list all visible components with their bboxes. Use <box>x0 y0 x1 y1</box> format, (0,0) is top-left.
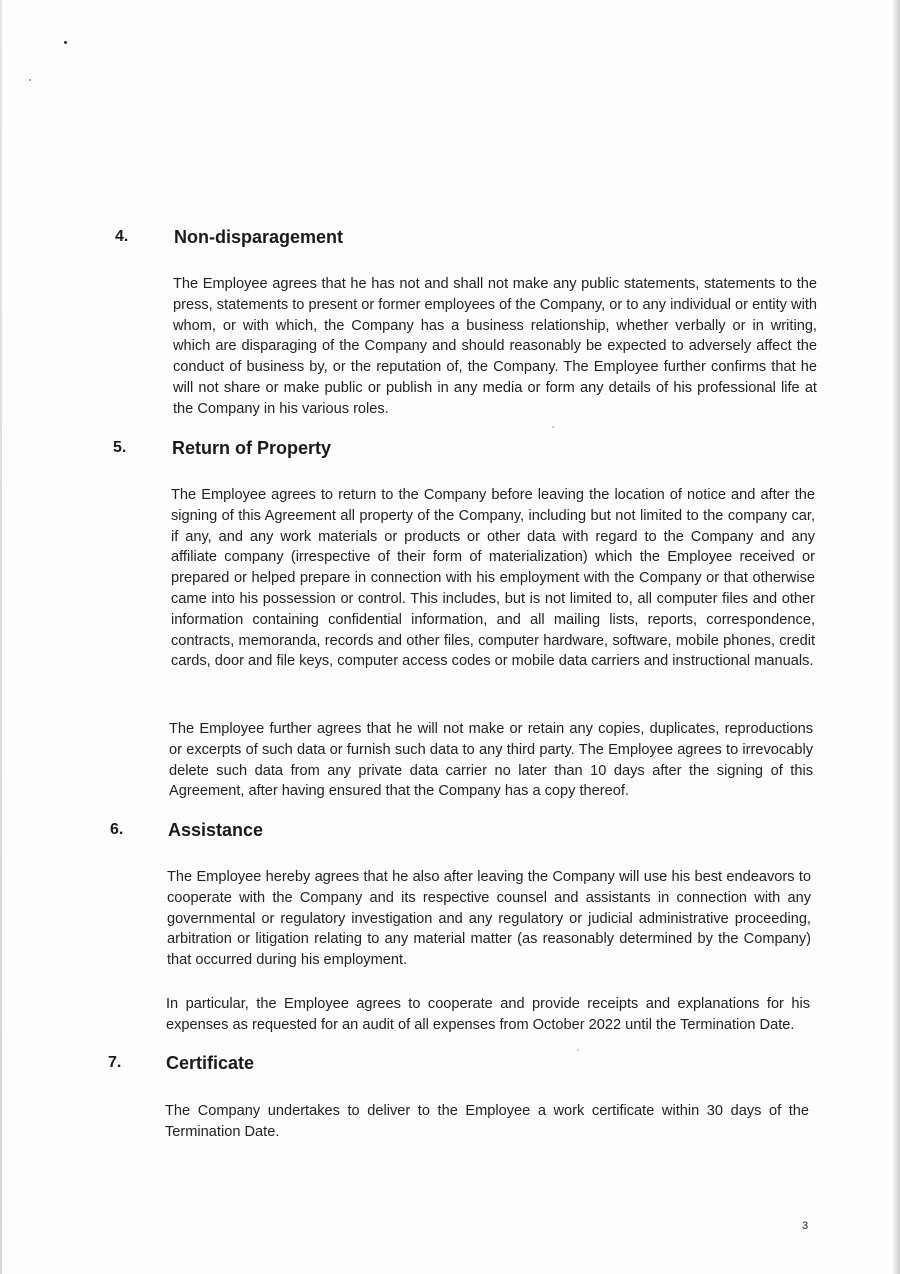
scan-speck <box>29 79 31 81</box>
section-number: 5. <box>113 439 127 456</box>
section-number: 6. <box>110 821 124 838</box>
section-number: 7. <box>108 1054 122 1071</box>
section-paragraph: The Employee hereby agrees that he also after leaving the Company will use his best endeavors to cooperate with the Company and its respective counsel and assistants in connection with any governmental or regulatory investigation and any regulatory or judicial administrative proceeding, arbitration or litigation relating to any material matter (as reasonably determined by the Company) that occurred during his employment. <box>167 869 811 969</box>
section-title: Assistance <box>168 820 264 840</box>
scan-right-edge <box>893 0 900 1274</box>
scan-speck <box>577 1049 579 1051</box>
scan-left-edge <box>0 0 2 1274</box>
section-title: Non-disparagement <box>174 227 344 247</box>
page-number: 3 <box>802 1220 809 1232</box>
section-paragraph: The Employee agrees to return to the Company before leaving the location of notice and after the signing of this Agreement all property of the Company, including but not limited to the company car, if any, and any work materials or products or other data with regard to the Company and any affiliate company (irrespective of their form of materialization) which the Employee received or prepared or helped prepare in connection with his employment with the Company or that otherwise came into his possession or control. This includes, but is not limited to, all computer files and other information containing confidential information, and all mailing lists, reports, correspondence, contracts, memoranda, records and other files, computer hardware, software, mobile phones, credit cards, door and file keys, computer access codes or mobile data carriers and instructional manuals. <box>171 487 815 670</box>
section-paragraph: The Company undertakes to deliver to the Employee a work certificate within 30 days of the Termination Date. <box>165 1103 809 1140</box>
section-paragraph: In particular, the Employee agrees to cooperate and provide receipts and explanations for his expenses as requested for an audit of all expenses from October 2022 until the Termination Date. <box>166 996 810 1033</box>
scan-speck <box>64 41 67 44</box>
section-title: Return of Property <box>172 438 332 458</box>
section-paragraph: The Employee further agrees that he will not make or retain any copies, duplicates, reproductions or excerpts of such data or furnish such data to any third party. The Employee agrees to irrevocably delete such data from any private data carrier no later than 10 days after the signing of this Agreement, after having ensured that the Company has a copy thereof. <box>169 721 813 800</box>
scan-speck <box>552 426 554 428</box>
section-paragraph: The Employee agrees that he has not and shall not make any public statements, statements to the press, statements to present or former employees of the Company, or to any individual or entity with whom, or with which, the Company has a business relationship, whether verbally or in writing, which are disparaging of the Company and should reasonably be expected to adversely affect the conduct of business by, or the reputation of, the Company. The Employee further confirms that he will not share or make public or publish in any media or form any details of his professional life at the Company in his various roles. <box>173 276 817 417</box>
section-title: Certificate <box>166 1053 255 1073</box>
section-number: 4. <box>115 228 129 245</box>
